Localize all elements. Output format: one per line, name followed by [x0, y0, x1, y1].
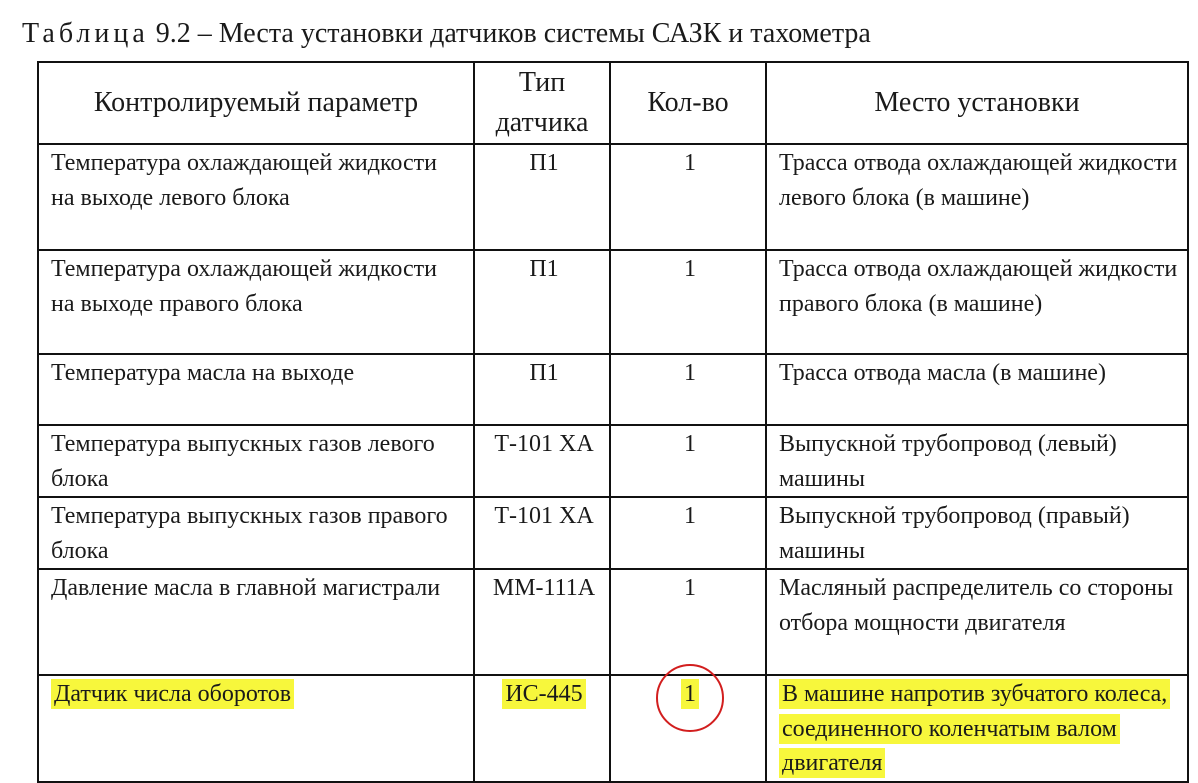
cell-parameter: Температура выпускных газов левого блока — [38, 425, 474, 497]
cell-place: Масляный распределитель со стороны отбора мощности двигателя — [766, 569, 1188, 675]
cell-type: Т-101 ХА — [474, 425, 610, 497]
caption-title: – Места установки датчиков системы САЗК и тахометра — [197, 18, 871, 49]
cell-place: Выпускной трубопровод (левый) машины — [766, 425, 1188, 497]
table-row — [38, 497, 1188, 569]
table-row-highlighted — [38, 675, 1188, 782]
cell-place: Выпускной трубопровод (правый) машины — [766, 497, 1188, 569]
cell-parameter: Температура масла на выходе — [38, 354, 474, 425]
caption-number: 9.2 — [155, 18, 191, 49]
header-qty: Кол-во — [610, 62, 766, 144]
highlight-mark: ИС-445 — [502, 679, 585, 709]
table-row — [38, 144, 1188, 250]
header-type: Тип датчика — [474, 62, 610, 144]
table-row — [38, 425, 1188, 497]
cell-type: П1 — [474, 250, 610, 354]
cell-place — [766, 675, 1188, 782]
cell-type: Т-101 ХА — [474, 497, 610, 569]
cell-qty: 1 — [610, 250, 766, 354]
header-parameter: Контролируемый параметр — [38, 62, 474, 144]
cell-parameter: Температура охлаждающей жидкости на выходе правого блока — [38, 250, 474, 354]
cell-qty: 1 — [610, 497, 766, 569]
cell-type: П1 — [474, 354, 610, 425]
cell-parameter: Давление масла в главной магистрали — [38, 569, 474, 675]
cell-qty: 1 — [610, 354, 766, 425]
cell-type: П1 — [474, 144, 610, 250]
cell-place: Трасса отвода масла (в машине) — [766, 354, 1188, 425]
circled-qty — [681, 677, 699, 712]
cell-place: Трасса отвода охлаждающей жидкости левого блока (в машине) — [766, 144, 1188, 250]
sensors-table — [37, 61, 1189, 783]
table-row — [38, 569, 1188, 675]
table-row — [38, 354, 1188, 425]
red-circle-annotation — [656, 664, 724, 732]
highlight-mark: 1 — [681, 679, 699, 709]
cell-parameter: Температура охлаждающей жидкости на выходе левого блока — [38, 144, 474, 250]
table-row — [38, 250, 1188, 354]
cell-parameter — [38, 675, 474, 782]
header-place: Место установки — [766, 62, 1188, 144]
cell-type — [474, 675, 610, 782]
highlight-mark: Датчик числа оборотов — [51, 679, 294, 709]
cell-qty: 1 — [610, 569, 766, 675]
cell-type: ММ-111А — [474, 569, 610, 675]
highlight-mark: В машине напротив зубчатого колеса, соединенного коленчатым валом двигателя — [779, 679, 1170, 778]
caption-label: Таблица — [22, 18, 149, 49]
cell-qty: 1 — [610, 144, 766, 250]
cell-qty — [610, 675, 766, 782]
cell-parameter: Температура выпускных газов правого блока — [38, 497, 474, 569]
cell-place: Трасса отвода охлаждающей жидкости правого блока (в машине) — [766, 250, 1188, 354]
table-caption — [22, 14, 871, 54]
header-row — [38, 62, 1188, 144]
cell-qty: 1 — [610, 425, 766, 497]
